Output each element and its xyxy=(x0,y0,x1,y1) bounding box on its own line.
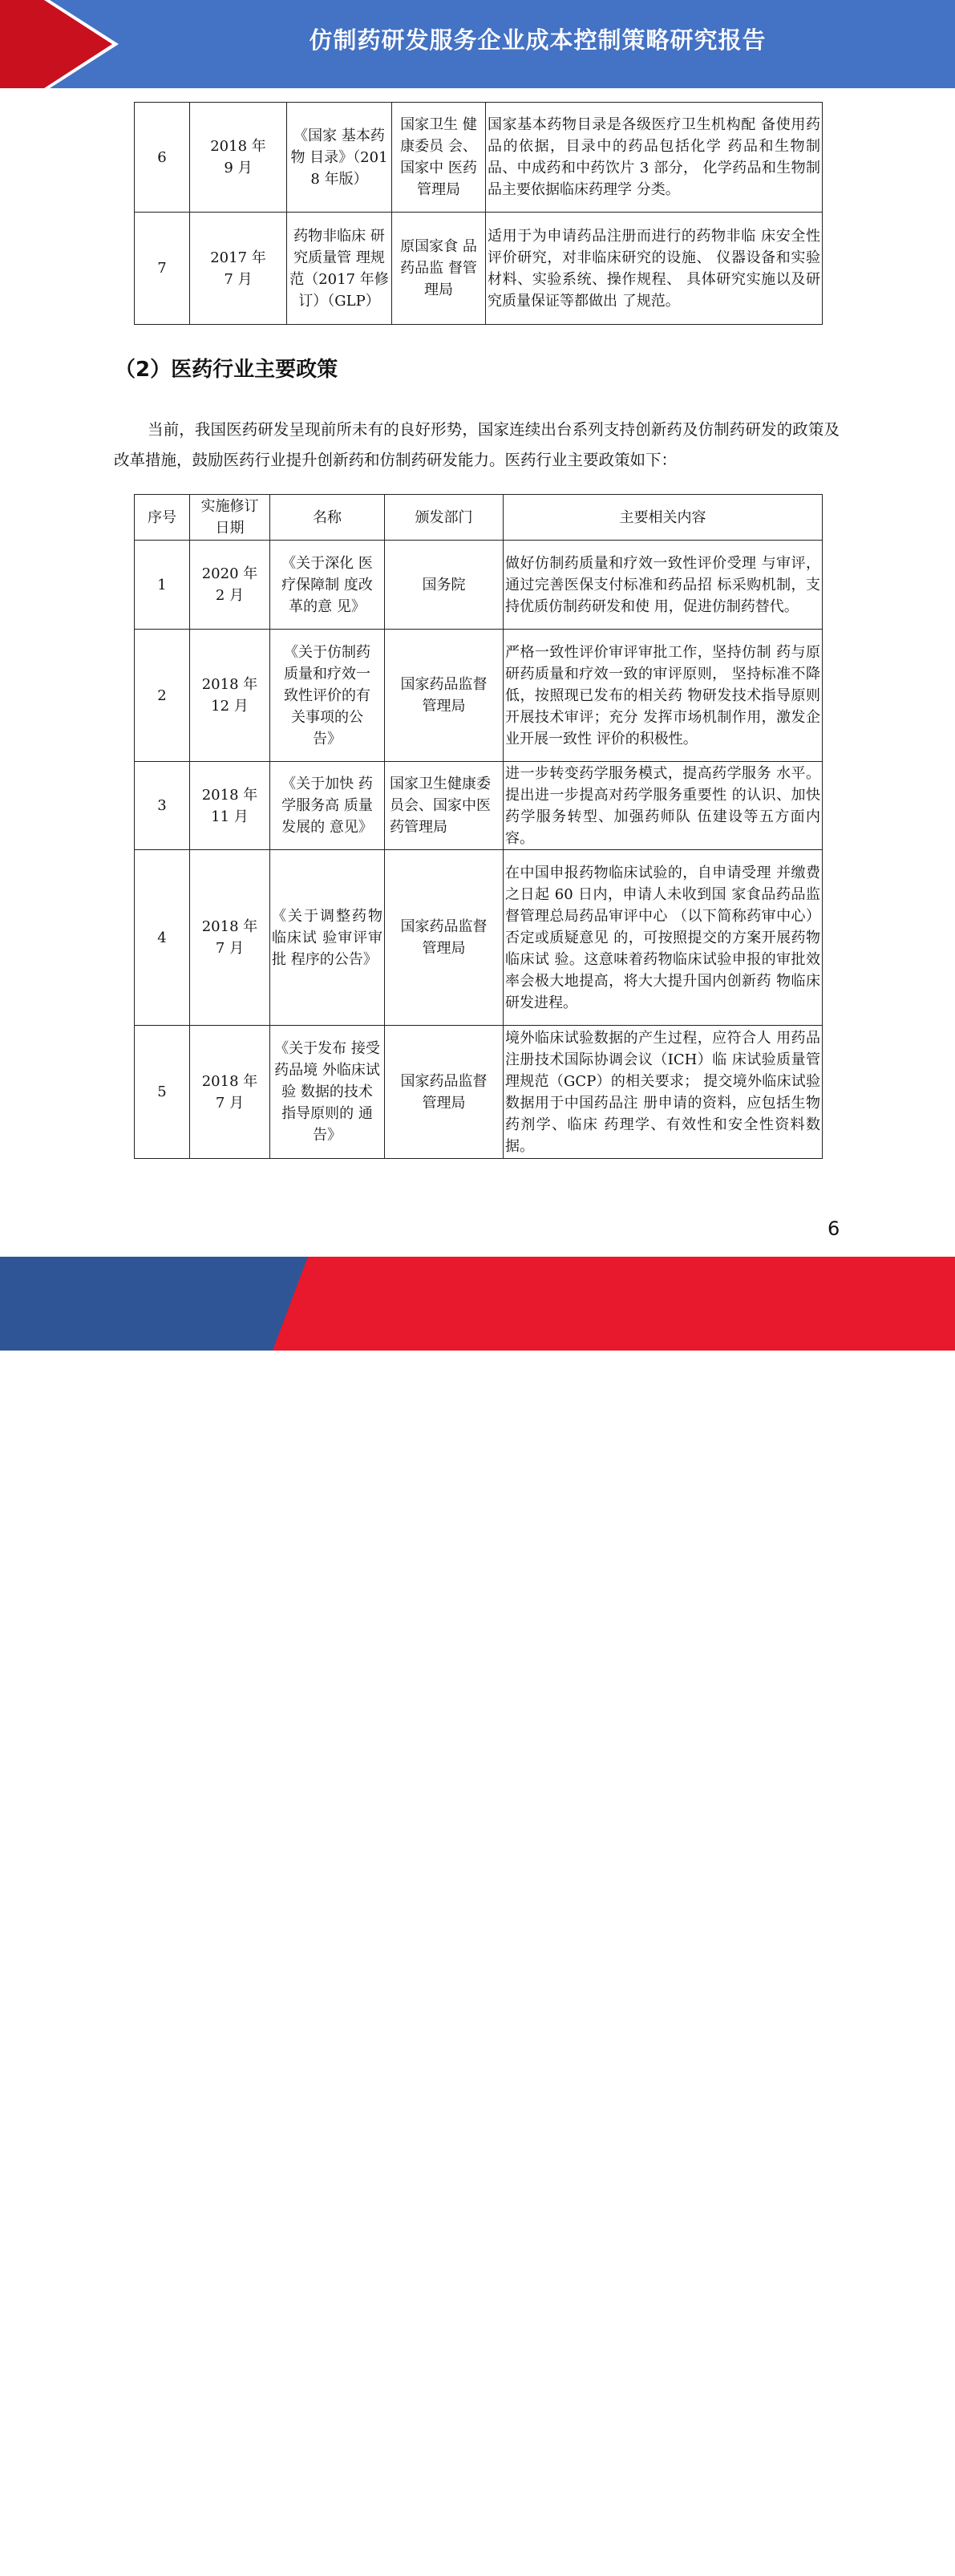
row-number: 4 xyxy=(135,850,190,1026)
row-date: 2018 年 11 月 xyxy=(190,762,270,850)
row-date: 2018 年 12 月 xyxy=(190,630,270,762)
footer-banner-icon xyxy=(0,1257,955,1351)
row-date: 2018 年 7 月 xyxy=(190,1026,270,1159)
table-row xyxy=(135,1026,823,1159)
slogan-left: 让每个人都能成为 xyxy=(115,2553,269,2575)
table-row xyxy=(135,541,823,630)
row-date: 2018 年 7 月 xyxy=(190,850,270,1026)
row-name: 《关于深化 医疗保障制 度改革的意 见》 xyxy=(270,541,385,630)
table-header-row xyxy=(135,495,823,541)
row-name: 《关于调整药物临床试 验审评审批 程序的公告》 xyxy=(270,850,385,1026)
header-no: 序号 xyxy=(135,495,190,541)
row-dept: 国家药品监督管理局 xyxy=(385,630,504,762)
row-number: 6 xyxy=(135,103,190,213)
row-number: 2 xyxy=(135,630,190,762)
row-content: 进一步转变药学服务模式，提高药学服务 水平。提出进一步提高对药学服务重要性 的认识、加快药学服务转型、加强药师队 伍建设等五方面内容。 xyxy=(504,762,823,850)
policy-table xyxy=(134,494,823,1159)
table-row xyxy=(135,630,823,762)
row-date: 2017 年 7 月 xyxy=(190,213,287,325)
row-content: 境外临床试验数据的产生过程，应符合人 用药品注册技术国际协调会议（ICH）临 床试验质量管理规范（GCP）的相关要求； 提交境外临床试验数据用于中国药品注 册申请的资料，应包括生物药剂学、临床 药理学、有效性和安全性资料数据。 xyxy=(504,1026,823,1159)
header-content: 主要相关内容 xyxy=(504,495,823,541)
slogan-right: 行业专家、管理专家、营销专家、战略专家、成功企业家…… xyxy=(318,2553,838,2575)
row-dept: 国家药品监督管理局 xyxy=(385,850,504,1026)
section-paragraph: 当前，我国医药研发呈现前所未有的良好形势，国家连续出台系列支持创新药及仿制药研发的政策及改革措施，鼓励医药行业提升创新药和仿制药研发能力。医药行业主要政策如下： xyxy=(114,420,840,469)
row-name: 《关于发布 接受药品境 外临床试验 数据的技术 指导原则的 通告》 xyxy=(270,1026,385,1159)
row-dept: 国家药品监督管理局 xyxy=(385,1026,504,1159)
row-name: 《关于加快 药学服务高 质量发展的 意见》 xyxy=(270,762,385,850)
row-dept: 原国家食 品药品监 督管理局 xyxy=(392,213,486,325)
row-number: 5 xyxy=(135,1026,190,1159)
row-content: 适用于为申请药品注册而进行的药物非临 床安全性评价研究，对非临床研究的设施、 仪器设备和实验材料、实验系统、操作规程、 具体研究实施以及研究质量保证等都做出 了规范。 xyxy=(486,213,823,325)
header-dept: 颁发部门 xyxy=(385,495,504,541)
row-content: 严格一致性评价审评审批工作，坚持仿制 药与原研药质量和疗效一致的审评原则， 坚持标准不降低，按照现已发布的相关药 物研发技术指导原则开展技术审评；充分 发挥市场机制作用，激发企业开展一致性 评价的积极性。 xyxy=(504,630,823,762)
row-dept: 国家卫生健康委员会、国家中医药管理局 xyxy=(385,762,504,850)
row-number: 1 xyxy=(135,541,190,630)
page-number: 6 xyxy=(828,1217,840,1240)
report-title: 仿制药研发服务企业成本控制策略研究报告 xyxy=(309,26,767,54)
table-row xyxy=(135,213,823,325)
row-name: 《关于仿制药质量和疗效一致性评价的有关事项的公告》 xyxy=(270,630,385,762)
row-number: 7 xyxy=(135,213,190,325)
row-date: 2020 年 2 月 xyxy=(190,541,270,630)
policy-table-continued xyxy=(134,102,823,325)
table-row xyxy=(135,103,823,213)
row-content: 做好仿制药质量和疗效一致性评价受理 与审评，通过完善医保支付标准和药品招 标采购机制，支持优质仿制药研发和使 用，促进仿制药替代。 xyxy=(504,541,823,630)
section-heading: （2）医药行业主要政策 xyxy=(115,358,338,382)
row-dept: 国务院 xyxy=(385,541,504,630)
row-date: 2018 年 9 月 xyxy=(190,103,287,213)
page-footer xyxy=(0,1257,955,2575)
row-number: 3 xyxy=(135,762,190,850)
table-row xyxy=(135,850,823,1026)
row-dept: 国家卫生 健康委员 会、国家中 医药管理局 xyxy=(392,103,486,213)
row-name: 《国家 基本药物 目录》（2018 年版） xyxy=(287,103,392,213)
row-name: 药物非临床 研究质量管 理规范（2017 年修订）（GLP） xyxy=(287,213,392,325)
page-header xyxy=(0,0,955,88)
header-date: 实施修订日期 xyxy=(190,495,270,541)
arrow-decoration-icon xyxy=(0,0,136,88)
table-row xyxy=(135,762,823,850)
row-content: 在中国申报药物临床试验的，自申请受理 并缴费之日起 60 日内，申请人未收到国 家食品药品监督管理总局药品审评中心 （以下简称药审中心）否定或质疑意见 的，可按照提交的方案开展药物临床试 验。这意味着药物临床试验申报的审批效 率会极大地提高，将大大提升国内创新药 物临床研发进程。 xyxy=(504,850,823,1026)
header-name: 名称 xyxy=(270,495,385,541)
row-content: 国家基本药物目录是各级医疗卫生机构配 备使用药品的依据，目录中的药品包括化学 药品和生物制品、中成药和中药饮片 3 部分， 化学药品和生物制品主要依据临床药理学 分类。 xyxy=(486,103,823,213)
